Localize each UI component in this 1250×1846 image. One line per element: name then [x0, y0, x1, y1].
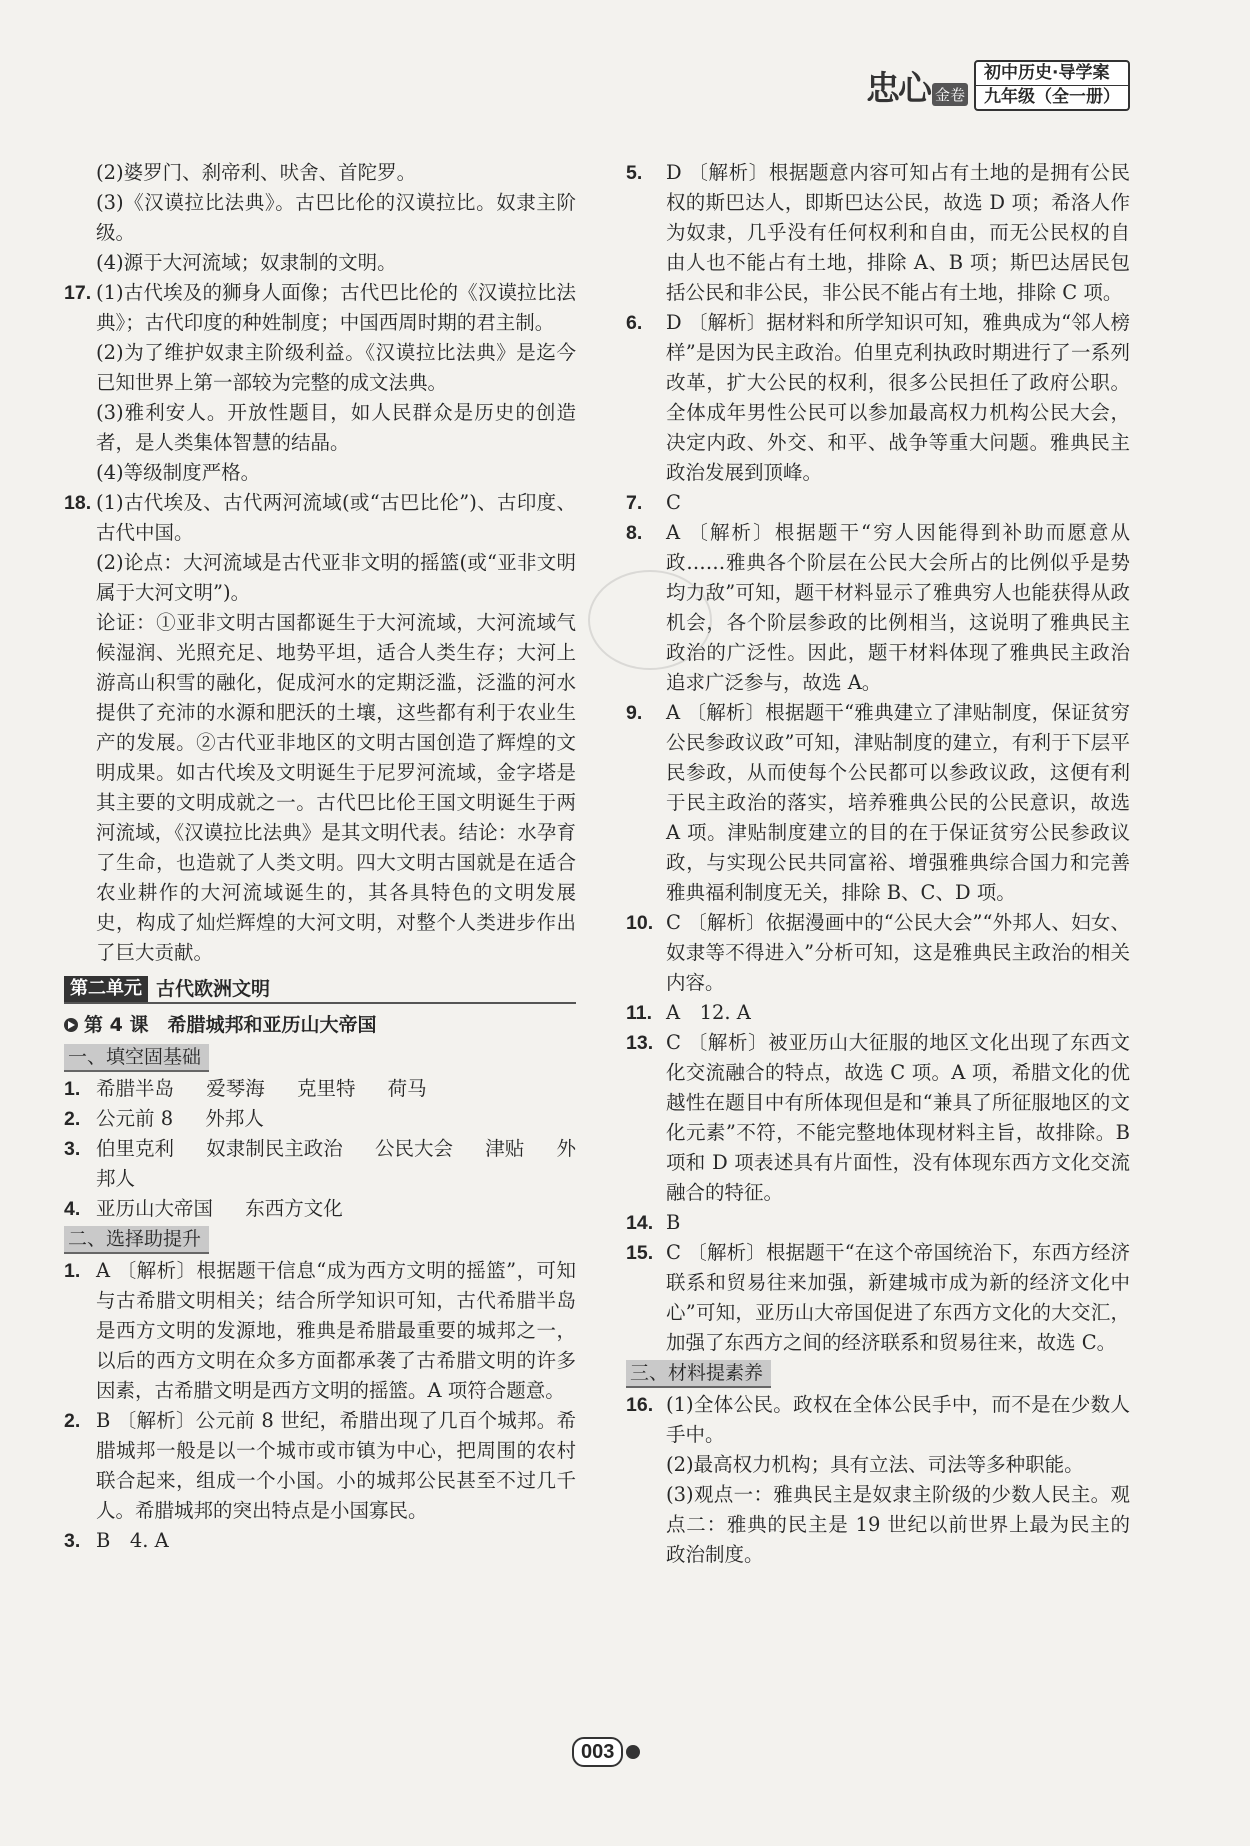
answer-text: B 4. A [96, 1529, 169, 1552]
answer-text: A 〔解析〕根据题干“穷人因能得到补助而愿意从政……雅典各个阶层在公民大会所占的比例似乎是势均力敌”可知，题干材料显示了雅典穷人也能获得从政机会，各个阶层参政的比例相当，这说明了雅典民主政治的广泛性。因此，题干材料体现了雅典民主政治追求广泛参与，故选 A。 [666, 521, 1130, 694]
unit-label: 第二单元 [64, 976, 148, 1002]
choice-item-1 [64, 1256, 576, 1406]
question-number: 2. [64, 1108, 81, 1130]
fill-answer: 克里特 [296, 1077, 356, 1100]
question-number: 18. [64, 492, 92, 514]
question-number: 9. [626, 702, 643, 724]
answer-text: C 〔解析〕依据漫画中的“公民大会”“外邦人、妇女、奴隶等不得进入”分析可知，这是雅典民主政治的相关内容。 [666, 911, 1130, 994]
question-number: 1. [64, 1078, 81, 1100]
page-dot-icon [626, 1745, 640, 1759]
fill-answer: 荷马 [387, 1077, 427, 1100]
answer-part: (3)观点一：雅典民主是奴隶主阶级的少数人民主。观点二：雅典的民主是 19 世纪以前世界上最为民主的政治制度。 [666, 1483, 1130, 1566]
question-number: 3. [64, 1530, 81, 1552]
answer-part: (3)《汉谟拉比法典》。古巴比伦的汉谟拉比。奴隶主阶级。 [96, 191, 576, 244]
answer-text: A 〔解析〕根据题干“雅典建立了津贴制度，保证贫穷公民参政议政”可知，津贴制度的建立，有利于下层平民参政，从而使每个公民都可以参政议政，这便有利于民主政治的落实，培养雅典公民的公民意识，故选 A 项。津贴制度建立的目的在于保证贫穷公民参政议政，与实现公民共同富裕、增强雅典综合国力和完善雅典福利制度无关，排除 B、C、D 项。 [666, 701, 1130, 904]
lesson-title-text: 第 4 课 希腊城邦和亚历山大帝国 [84, 1014, 377, 1036]
answer-text: D 〔解析〕根据题意内容可知占有土地的是拥有公民权的斯巴达人，即斯巴达公民，故选 D 项；希洛人作为奴隶，几乎没有任何权利和自由，而无公民权的自由人也不能占有土地，排除 A、B 项；斯巴达居民包括公民和非公民，非公民不能占有土地，排除 C 项。 [666, 161, 1130, 304]
answer-part: (1)古代埃及的狮身人面像；古代巴比伦的《汉谟拉比法典》；古代印度的种姓制度；中国西周时期的君主制。 [96, 281, 576, 334]
fill-answer: 公民大会 [375, 1137, 454, 1160]
fill-item-3 [64, 1134, 576, 1194]
fill-answer: 亚历山大帝国 [96, 1197, 214, 1220]
left-column [64, 158, 576, 1556]
fill-answer: 东西方文化 [245, 1197, 343, 1220]
choice-item-7 [626, 488, 1130, 518]
fill-answer: 奴隶制民主政治 [206, 1137, 343, 1160]
answer-text: B [666, 1211, 681, 1234]
fill-answer: 希腊半岛 [96, 1077, 175, 1100]
fill-answer: 外邦人 [96, 1137, 577, 1190]
choice-item-2 [64, 1406, 576, 1526]
q16-continued [64, 158, 576, 278]
fill-answer: 外邦人 [205, 1107, 264, 1130]
answer-text: C 〔解析〕根据题干“在这个帝国统治下，东西方经济联系和贸易往来加强，新建城市成为新的经济文化中心”可知，亚历山大帝国促进了东西方文化的大交汇，加强了东西方之间的经济联系和贸易往来，故选 C。 [666, 1241, 1130, 1354]
choice-item-5 [626, 158, 1130, 308]
answer-part: (4)等级制度严格。 [96, 461, 261, 484]
choice-item-6 [626, 308, 1130, 488]
play-bullet-icon [64, 1018, 78, 1032]
answer-part: (1)全体公民。政权在全体公民手中，而不是在少数人手中。 [666, 1393, 1130, 1446]
choice-item-15 [626, 1238, 1130, 1358]
grade-label: 九年级（全一册） [984, 87, 1120, 107]
answer-text: A 12. A [666, 1001, 751, 1024]
answer-part: 论证：①亚非文明古国都诞生于大河流域，大河流域气候湿润、光照充足、地势平坦，适合人类生存；大河上游高山积雪的融化，促成河水的定期泛滥，泛滥的河水提供了充沛的水源和肥沃的土壤，这些都有利于农业生产的发展。②古代亚非地区的文明古国创造了辉煌的文明成果。如古代埃及文明诞生于尼罗河流域，金字塔是其主要的文明成就之一。古代巴比伦王国文明诞生于两河流域，《汉谟拉比法典》是其文明代表。结论：水孕育了生命，也造就了人类文明。四大文明古国就是在适合农业耕作的大河流域诞生的，其各具特色的文明发展史，构成了灿烂辉煌的大河文明，对整个人类进步作出了巨大贡献。 [96, 611, 576, 964]
answer-part: (2)最高权力机构；具有立法、司法等多种职能。 [666, 1453, 1084, 1476]
question-number: 4. [64, 1198, 81, 1220]
fill-answer: 爱琴海 [206, 1077, 265, 1100]
fill-item-1 [64, 1074, 576, 1104]
unit-title: 古代欧洲文明 [156, 978, 271, 1000]
right-column [626, 158, 1130, 1570]
logo-sub: 金卷 [932, 83, 968, 106]
question-number: 10. [626, 912, 654, 934]
question-number: 15. [626, 1242, 654, 1264]
question-number: 17. [64, 282, 92, 304]
question-number: 11. [626, 1002, 653, 1024]
answer-part: (4)源于大河流域；奴隶制的文明。 [96, 251, 397, 274]
question-number: 2. [64, 1410, 81, 1432]
question-18 [64, 488, 576, 968]
answer-part: (2)为了维护奴隶主阶级利益。《汉谟拉比法典》是迄今已知世界上第一部较为完整的成文法典。 [96, 341, 576, 394]
choice-item-9 [626, 698, 1130, 908]
question-number: 13. [626, 1032, 654, 1054]
page-number [572, 1737, 640, 1767]
watermark-stamp [588, 570, 712, 670]
question-17 [64, 278, 576, 488]
answer-part: (2)论点：大河流域是古代亚非文明的摇篮(或“亚非文明属于大河文明”)。 [96, 551, 576, 604]
question-number: 16. [626, 1394, 654, 1416]
answer-text: C [666, 491, 681, 514]
logo-text: 忠心 [865, 69, 930, 109]
answer-part: (3)雅利安人。开放性题目，如人民群众是历史的创造者，是人类集体智慧的结晶。 [96, 401, 576, 454]
publisher-logo [866, 61, 968, 110]
question-number: 6. [626, 312, 643, 334]
answer-part: (1)古代埃及、古代两河流域(或“古巴比伦”)、古印度、古代中国。 [96, 491, 576, 544]
choice-item-14 [626, 1208, 1130, 1238]
book-header [866, 60, 1130, 111]
lesson-title [64, 1010, 576, 1040]
section-choice-heading: 二、选择助提升 [64, 1226, 209, 1254]
page-number-text: 003 [572, 1737, 623, 1767]
answer-text: A 〔解析〕根据题干信息“成为西方文明的摇篮”，可知与古希腊文明相关；结合所学知识可知，古代希腊半岛是西方文明的发源地，雅典是希腊最重要的城邦之一，以后的西方文明在众多方面都承袭了古希腊文明的许多因素，古希腊文明是西方文明的摇篮。A 项符合题意。 [96, 1259, 576, 1402]
choice-item-11-12 [626, 998, 1130, 1028]
question-number: 3. [64, 1138, 81, 1160]
section-material-heading: 三、材料提素养 [626, 1360, 771, 1388]
answer-part: (2)婆罗门、刹帝利、吠舍、首陀罗。 [96, 161, 417, 184]
fill-item-4 [64, 1194, 576, 1224]
fill-answer: 伯里克利 [96, 1137, 175, 1160]
choice-item-13 [626, 1028, 1130, 1208]
title-box [974, 60, 1130, 111]
question-number: 14. [626, 1212, 654, 1234]
question-number: 8. [626, 522, 643, 544]
question-16 [626, 1390, 1130, 1570]
answer-text: D 〔解析〕据材料和所学知识可知，雅典成为“邻人榜样”是因为民主政治。伯里克利执政时期进行了一系列改革，扩大公民的权利，很多公民担任了政府公职。全体成年男性公民可以参加最高权力机构公民大会，决定内政、外交、和平、战争等重大问题。雅典民主政治发展到顶峰。 [666, 311, 1130, 484]
choice-item-3-4 [64, 1526, 576, 1556]
fill-answer: 公元前 8 [96, 1107, 174, 1130]
fill-item-2 [64, 1104, 576, 1134]
fill-answer: 津贴 [485, 1137, 525, 1160]
answer-text: B 〔解析〕公元前 8 世纪，希腊出现了几百个城邦。希腊城邦一般是以一个城市或市镇为中心，把周围的农村联合起来，组成一个小国。小的城邦公民甚至不过几千人。希腊城邦的突出特点是小国寡民。 [96, 1409, 576, 1522]
choice-item-10 [626, 908, 1130, 998]
unit-banner [64, 976, 576, 1004]
section-fill-heading: 一、填空固基础 [64, 1044, 209, 1072]
answer-text: C 〔解析〕被亚历山大征服的地区文化出现了东西文化交流融合的特点，故选 C 项。A 项，希腊文化的优越性在题目中有所体现但是和“兼具了所征服地区的文化元素”不符，不能完整地体现材料主旨，故排除。B 项和 D 项表述具有片面性，没有体现东西方文化交流融合的特征。 [666, 1031, 1130, 1204]
question-number: 7. [626, 492, 643, 514]
question-number: 1. [64, 1260, 81, 1282]
book-title: 初中历史·导学案 [976, 62, 1128, 86]
question-number: 5. [626, 162, 643, 184]
